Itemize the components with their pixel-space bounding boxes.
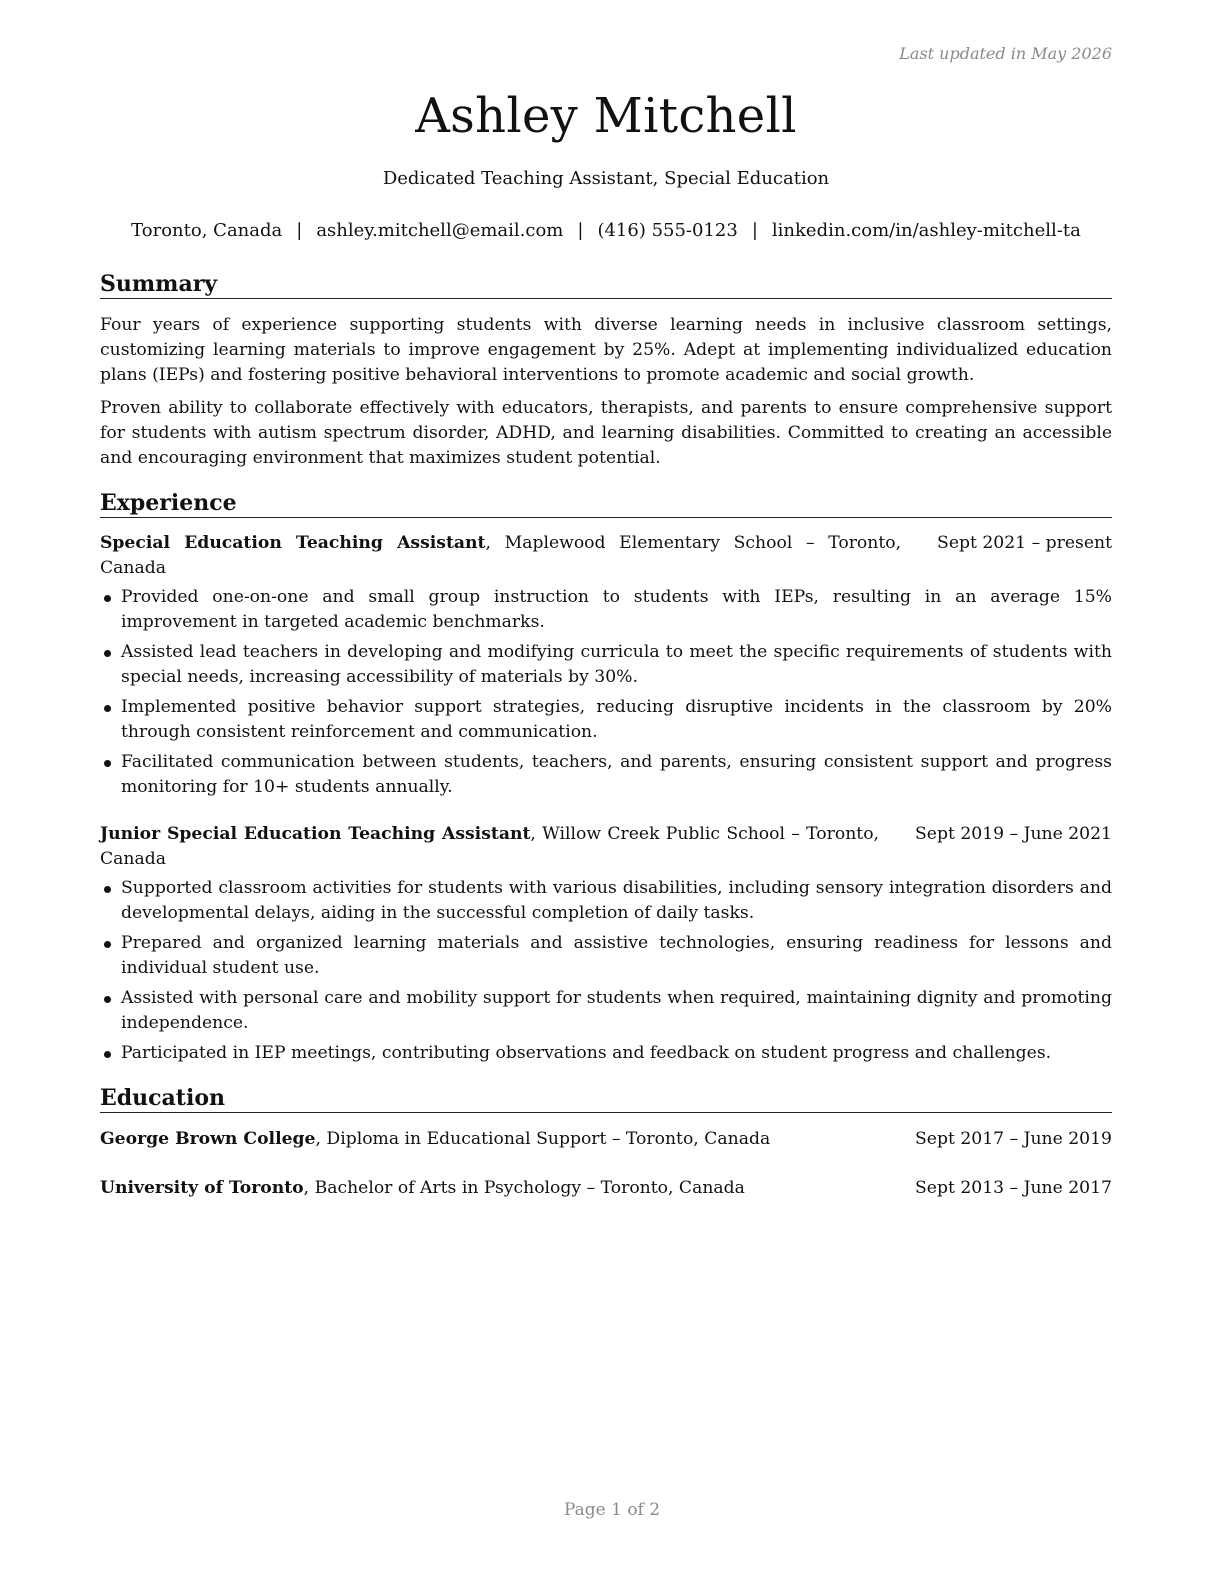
education-title-line	[100, 1127, 770, 1152]
summary-paragraph: Four years of experience supporting students with diverse learning needs in inclusive classroom settings, customizing learning materials to improve engagement by 25%. Adept at implementing individualized education plans (IEPs) and fostering positive behavioral interventions to promote academic and social growth.	[100, 315, 1112, 385]
education-school: George Brown College	[100, 1129, 316, 1149]
candidate-name: Ashley Mitchell	[415, 88, 797, 144]
candidate-headline: Dedicated Teaching Assistant, Special Education	[382, 168, 830, 189]
experience-heading: Experience	[100, 489, 1112, 518]
job-bullet: Implemented positive behavior support strategies, reducing disruptive incidents in the classroom by 20% through consistent reinforcement and communication.	[100, 695, 1112, 745]
contact-separator: |	[296, 220, 303, 241]
job-dates: Sept 2019 – June 2021	[915, 824, 1112, 844]
contact-phone: (416) 555-0123	[597, 220, 738, 241]
job-bullet: Provided one-on-one and small group instruction to students with IEPs, resulting in an average 15% improvement in targeted academic benchmarks.	[100, 585, 1112, 635]
summary-paragraph: Proven ability to collaborate effectively with educators, therapists, and parents to ensure comprehensive support for students with autism spectrum disorder, ADHD, and learning disabilities. Committed to creating an accessible and encouraging environment that maximizes student potential.	[100, 398, 1112, 468]
job-organization: , Willow Creek Public School – Toronto, Canada	[100, 824, 880, 869]
experience-section	[100, 489, 1112, 1066]
job-organization: , Maplewood Elementary School – Toronto, Canada	[100, 533, 902, 578]
summary-section	[100, 270, 1112, 471]
education-dates: Sept 2013 – June 2017	[915, 1178, 1112, 1198]
education-section	[100, 1084, 1112, 1201]
experience-entry	[100, 822, 1112, 1066]
job-dates: Sept 2021 – present	[937, 533, 1112, 553]
page-number: Page 1 of 2	[563, 1500, 661, 1520]
job-header	[100, 531, 1112, 581]
job-bullet-list	[100, 876, 1112, 1066]
job-bullet: Assisted lead teachers in developing and modifying curricula to meet the specific requirements of students with special needs, increasing accessibility of materials by 30%.	[100, 640, 1112, 690]
contact-separator: |	[577, 220, 584, 241]
job-bullet: Facilitated communication between students, teachers, and parents, ensuring consistent support and progress monitoring for 10+ students annually.	[100, 750, 1112, 800]
contact-separator: |	[751, 220, 758, 241]
last-updated-note: Last updated in May 2026	[899, 44, 1112, 63]
contact-linkedin-link[interactable]: linkedin.com/in/ashley-mitchell-ta	[771, 220, 1081, 241]
resume-body	[100, 270, 1112, 1219]
education-detail: , Bachelor of Arts in Psychology – Toronto, Canada	[303, 1178, 745, 1198]
education-heading: Education	[100, 1084, 1112, 1113]
summary-heading: Summary	[100, 270, 1112, 299]
contact-line	[100, 219, 1112, 243]
education-entry	[100, 1127, 1112, 1152]
education-title-line	[100, 1176, 745, 1201]
job-title-line	[100, 822, 915, 872]
education-dates: Sept 2017 – June 2019	[915, 1129, 1112, 1149]
job-title: Special Education Teaching Assistant	[100, 533, 486, 553]
job-bullet: Participated in IEP meetings, contributing observations and feedback on student progress and challenges.	[100, 1041, 1112, 1066]
job-title: Junior Special Education Teaching Assistant	[100, 824, 531, 844]
education-entry	[100, 1176, 1112, 1201]
contact-email-link[interactable]: ashley.mitchell@email.com	[316, 220, 564, 241]
education-detail: , Diploma in Educational Support – Toronto, Canada	[315, 1129, 771, 1149]
job-bullet: Assisted with personal care and mobility support for students when required, maintaining dignity and promoting independence.	[100, 986, 1112, 1036]
job-bullet: Prepared and organized learning materials and assistive technologies, ensuring readiness for lessons and individual student use.	[100, 931, 1112, 981]
education-school: University of Toronto	[100, 1178, 304, 1198]
job-title-line	[100, 531, 937, 581]
job-header	[100, 822, 1112, 872]
contact-location: Toronto, Canada	[131, 220, 283, 241]
experience-entry	[100, 531, 1112, 800]
job-bullet: Supported classroom activities for students with various disabilities, including sensory integration disorders and developmental delays, aiding in the successful completion of daily tasks.	[100, 876, 1112, 926]
job-bullet-list	[100, 585, 1112, 800]
